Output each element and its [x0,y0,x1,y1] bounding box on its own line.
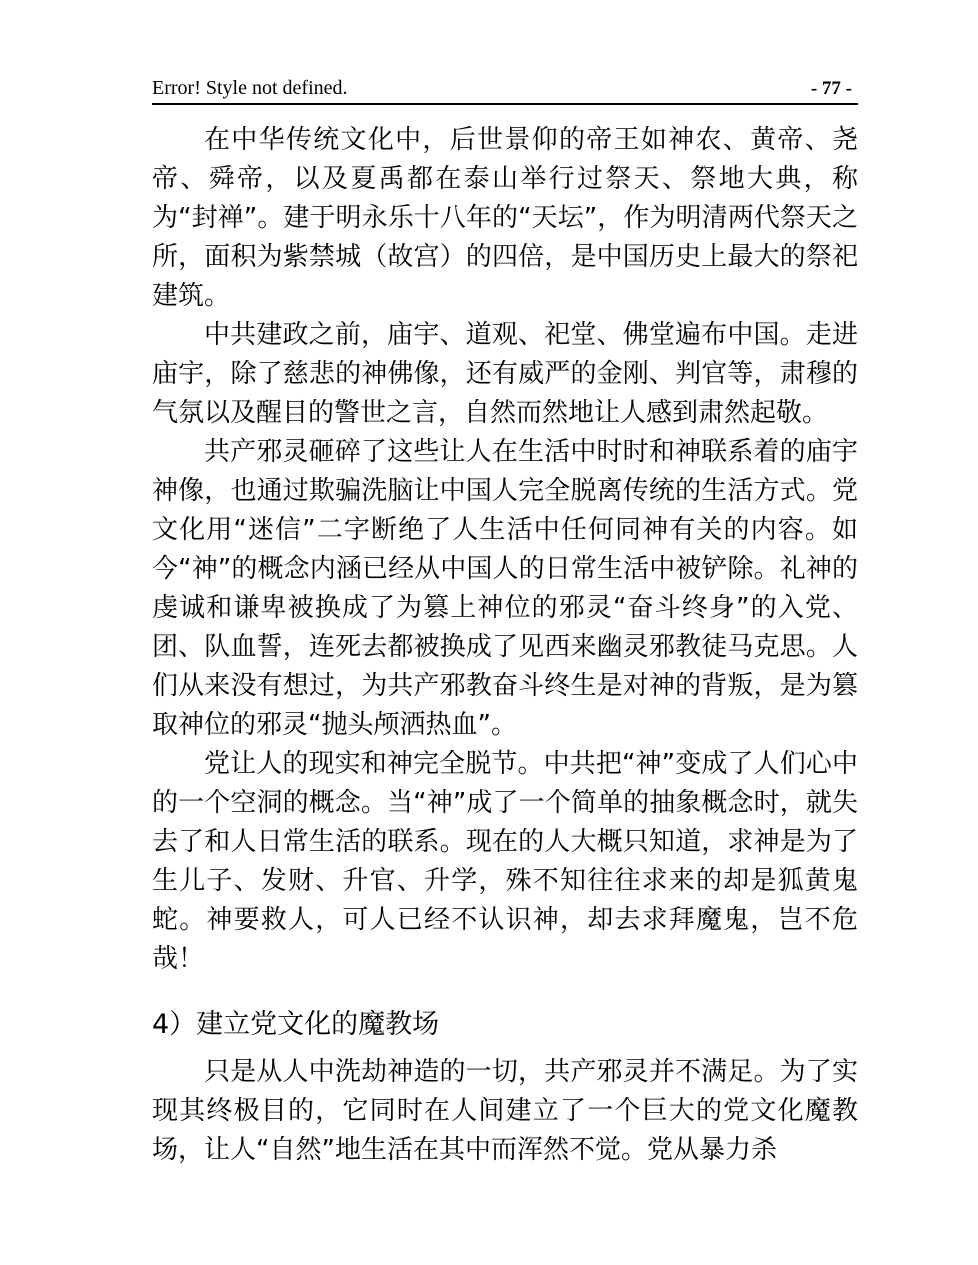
running-header [152,70,858,105]
document-body [152,121,858,1170]
section-heading: 4）建立党文化的魔教场 [152,1009,440,1040]
paragraph: 中共建政之前，庙宇、道观、祀堂、佛堂遍布中国。走进庙宇，除了慈悲的神佛像，还有威严的金刚、判官等，肃穆的气氛以及醒目的警世之言，自然而然地让人感到肃然起敬。 [152,320,858,428]
paragraph: 只是从人中洗劫神造的一切，共产邪灵并不满足。为了实现其终极目的，它同时在人间建立了一个巨大的党文化魔教场，让人“自然”地生活在其中而浑然不觉。党从暴力杀 [152,1057,858,1165]
header-style-error: Error! Style not defined. [152,77,348,99]
page-number: - 77 - [810,78,852,99]
document-page [152,70,858,1170]
paragraph: 在中华传统文化中，后世景仰的帝王如神农、黄帝、尧帝、舜帝，以及夏禹都在泰山举行过祭天、祭地大典，称为“封禅”。建于明永乐十八年的“天坛”，作为明清两代祭天之所，面积为紫禁城（故宫）的四倍，是中国历史上最大的祭祀建筑。 [152,125,858,311]
paragraph: 共产邪灵砸碎了这些让人在生活中时时和神联系着的庙宇神像，也通过欺骗洗脑让中国人完全脱离传统的生活方式。党文化用“迷信”二字断绝了人生活中任何同神有关的内容。如今“神”的概念内涵已经从中国人的日常生活中被铲除。礼神的虔诚和谦卑被换成了为篡上神位的邪灵“奋斗终身”的入党、团、队血誓，连死去都被换成了见西来幽灵邪教徒马克思。人们从来没有想过，为共产邪教奋斗终生是对神的背叛，是为篡取神位的邪灵“抛头颅洒热血”。 [152,437,858,740]
paragraph: 党让人的现实和神完全脱节。中共把“神”变成了人们心中的一个空洞的概念。当“神”成了一个简单的抽象概念时，就失去了和人日常生活的联系。现在的人大概只知道，求神是为了生儿子、发财、升官、升学，殊不知往往求来的却是狐黄鬼蛇。神要救人，可人已经不认识神，却去求拜魔鬼，岂不危哉！ [152,749,858,974]
